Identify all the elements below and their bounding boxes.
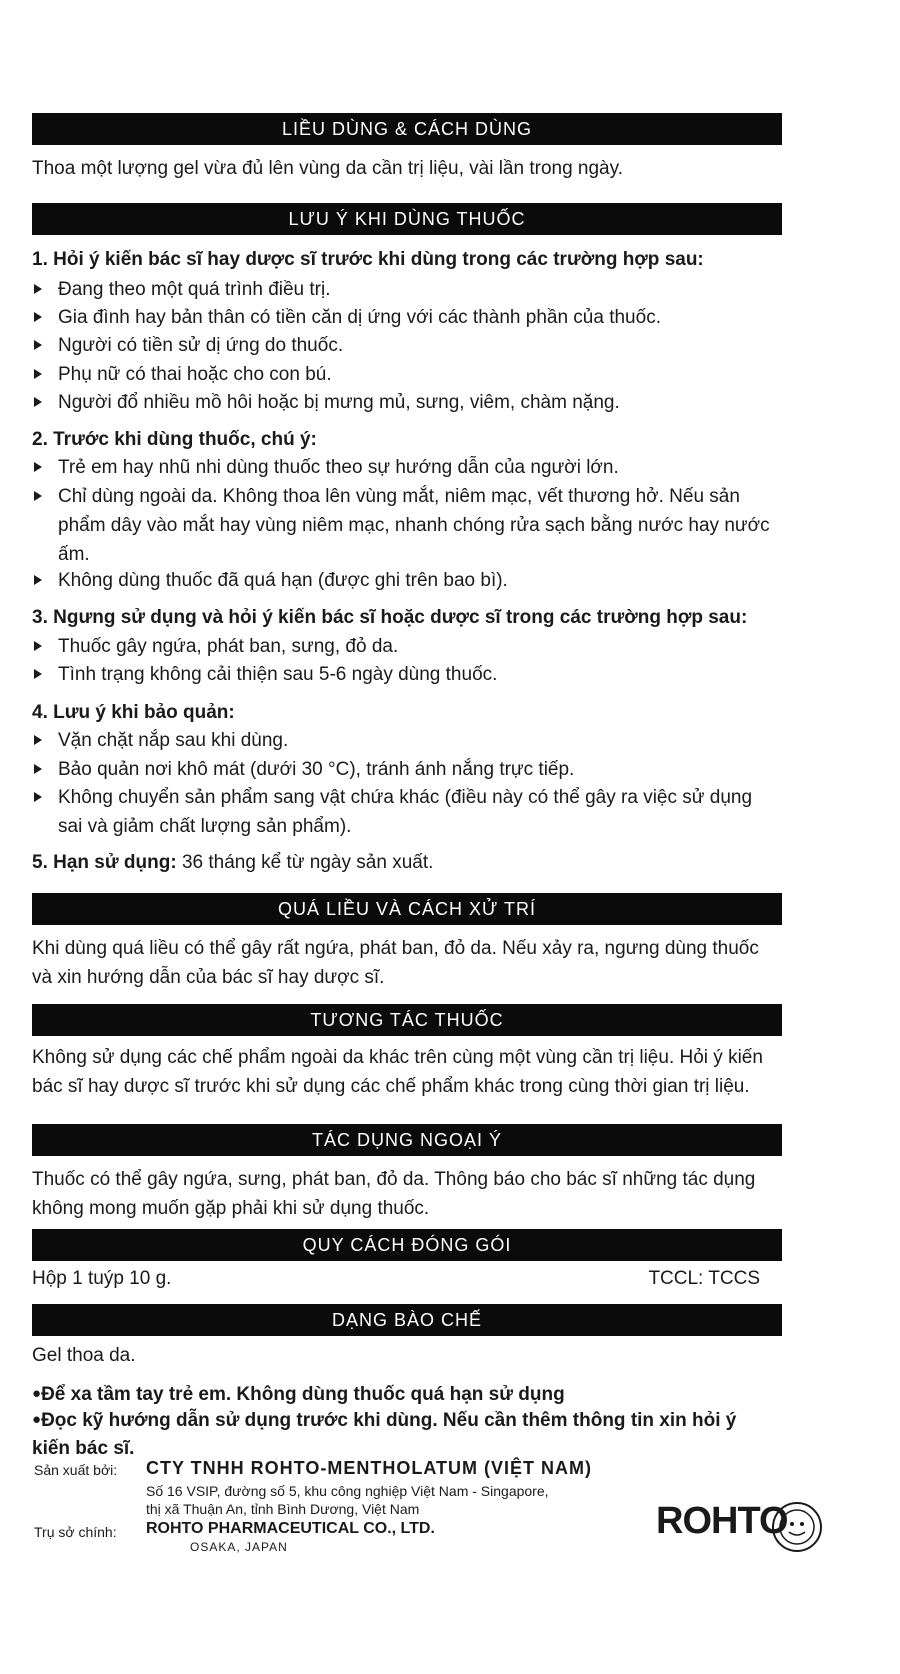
dosage-text: Thoa một lượng gel vừa đủ lên vùng da cần trị liệu, vài lần trong ngày. xyxy=(32,158,623,179)
side-effects-text: Thuốc có thể gây ngứa, sưng, phát ban, đỏ da. Thông báo cho bác sĩ những tác dụng không mong muốn gặp phải khi sử dụng thuốc. xyxy=(32,1169,756,1219)
caution-2-item: Trẻ em hay nhũ nhi dùng thuốc theo sự hướng dẫn của người lớn. xyxy=(58,453,818,482)
form-text: Gel thoa da. xyxy=(32,1345,136,1366)
caution-3-heading: 3. Ngưng sử dụng và hỏi ý kiến bác sĩ hoặc dược sĩ trong các trường hợp sau: xyxy=(32,607,748,628)
seal-face-icon xyxy=(774,1504,820,1550)
bullet-triangle-icon xyxy=(34,491,42,501)
caution-5-heading: 5. Hạn sử dụng: xyxy=(32,852,177,873)
bullet-triangle-icon xyxy=(34,792,42,802)
caution-4-heading: 4. Lưu ý khi bảo quản: xyxy=(32,702,235,723)
bullet-triangle-icon xyxy=(34,397,42,407)
manufacturer-label: Sản xuất bởi: xyxy=(34,1462,118,1478)
caution-1-item: Người đổ nhiều mồ hôi hoặc bị mưng mủ, sưng, viêm, chàm nặng. xyxy=(58,388,818,417)
manufacturer-address-line2: thị xã Thuận An, tỉnh Bình Dương, Việt Nam xyxy=(146,1501,420,1517)
section-dosage-title: LIỀU DÙNG & CÁCH DÙNG xyxy=(32,113,782,145)
caution-4-item: Không chuyển sản phẩm sang vật chứa khác (điều này có thể gây ra việc sử dụng sai và giảm chất lượng sản phẩm). xyxy=(58,783,778,841)
caution-1-heading: 1. Hỏi ý kiến bác sĩ hay dược sĩ trước khi dùng trong các trường hợp sau: xyxy=(32,249,704,270)
rohto-logo: ROHTO xyxy=(656,1500,788,1542)
bullet-triangle-icon xyxy=(34,369,42,379)
section-interaction-title: TƯƠNG TÁC THUỐC xyxy=(32,1004,782,1036)
section-packaging-title: QUY CÁCH ĐÓNG GÓI xyxy=(32,1229,782,1261)
interaction-text: Không sử dụng các chế phẩm ngoài da khác trên cùng một vùng cần trị liệu. Hỏi ý kiến bác sĩ hay dược sĩ trước khi sử dụng các chế phẩm khác trong cùng thời gian trị liệu. xyxy=(32,1047,763,1097)
bullet-triangle-icon xyxy=(34,284,42,294)
caution-1-item: Đang theo một quá trình điều trị. xyxy=(58,275,818,304)
manufacturer-name: CTY TNHH ROHTO-MENTHOLATUM (VIỆT NAM) xyxy=(146,1458,592,1478)
caution-2-heading: 2. Trước khi dùng thuốc, chú ý: xyxy=(32,429,317,450)
caution-5-text: 36 tháng kể từ ngày sản xuất. xyxy=(181,852,434,873)
bullet-dot-icon: ● xyxy=(32,1385,42,1402)
overdose-text: Khi dùng quá liều có thể gây rất ngứa, phát ban, đỏ da. Nếu xảy ra, ngưng dùng thuốc và xin hướng dẫn của bác sĩ hay dược sĩ. xyxy=(32,938,759,988)
bullet-triangle-icon xyxy=(34,641,42,651)
caution-2-item: Chỉ dùng ngoài da. Không thoa lên vùng mắt, niêm mạc, vết thương hở. Nếu sản phẩm dây vào mắt hay vùng niêm mạc, nhanh chóng rửa sạch bằng nước hay nước ấm. xyxy=(58,482,778,569)
section-side-effects-title: TÁC DỤNG NGOẠI Ý xyxy=(32,1124,782,1156)
bullet-triangle-icon xyxy=(34,462,42,472)
packaging-standard: TCCL: TCCS xyxy=(648,1268,760,1289)
warning-line: ●Để xa tầm tay trẻ em. Không dùng thuốc quá hạn sử dụng xyxy=(32,1384,565,1405)
caution-1-item: Người có tiền sử dị ứng do thuốc. xyxy=(58,331,818,360)
bullet-triangle-icon xyxy=(34,340,42,350)
warning-line: ●Đọc kỹ hướng dẫn sử dụng trước khi dùng. Nếu cần thêm thông tin xin hỏi ý kiến bác sĩ. xyxy=(32,1410,737,1459)
caution-1-item: Phụ nữ có thai hoặc cho con bú. xyxy=(58,360,818,389)
bullet-triangle-icon xyxy=(34,764,42,774)
caution-5 xyxy=(32,848,792,877)
headquarters-location: OSAKA, JAPAN xyxy=(190,1540,288,1554)
caution-4-item: Vặn chặt nắp sau khi dùng. xyxy=(58,726,818,755)
section-caution-title: LƯU Ý KHI DÙNG THUỐC xyxy=(32,203,782,235)
bullet-triangle-icon xyxy=(34,669,42,679)
bullet-triangle-icon xyxy=(34,735,42,745)
headquarters-label: Trụ sở chính: xyxy=(34,1524,117,1540)
manufacturer-address-line1: Số 16 VSIP, đường số 5, khu công nghiệp Việt Nam - Singapore, xyxy=(146,1483,549,1499)
caution-3-item: Tình trạng không cải thiện sau 5-6 ngày dùng thuốc. xyxy=(58,660,818,689)
bullet-triangle-icon xyxy=(34,312,42,322)
section-form-title: DẠNG BÀO CHẾ xyxy=(32,1304,782,1336)
caution-3-item: Thuốc gây ngứa, phát ban, sưng, đỏ da. xyxy=(58,632,818,661)
caution-2-item: Không dùng thuốc đã quá hạn (được ghi trên bao bì). xyxy=(58,566,818,595)
bullet-triangle-icon xyxy=(34,575,42,585)
section-overdose-title: QUÁ LIỀU VÀ CÁCH XỬ TRÍ xyxy=(32,893,782,925)
caution-4-item: Bảo quản nơi khô mát (dưới 30 °C), tránh ánh nắng trực tiếp. xyxy=(58,755,818,784)
packaging-text: Hộp 1 tuýp 10 g. xyxy=(32,1268,172,1289)
headquarters-name: ROHTO PHARMACEUTICAL CO., LTD. xyxy=(146,1520,435,1537)
bullet-dot-icon: ● xyxy=(32,1411,42,1428)
caution-1-item: Gia đình hay bản thân có tiền căn dị ứng với các thành phần của thuốc. xyxy=(58,303,818,332)
rohto-seal-icon xyxy=(772,1502,822,1552)
